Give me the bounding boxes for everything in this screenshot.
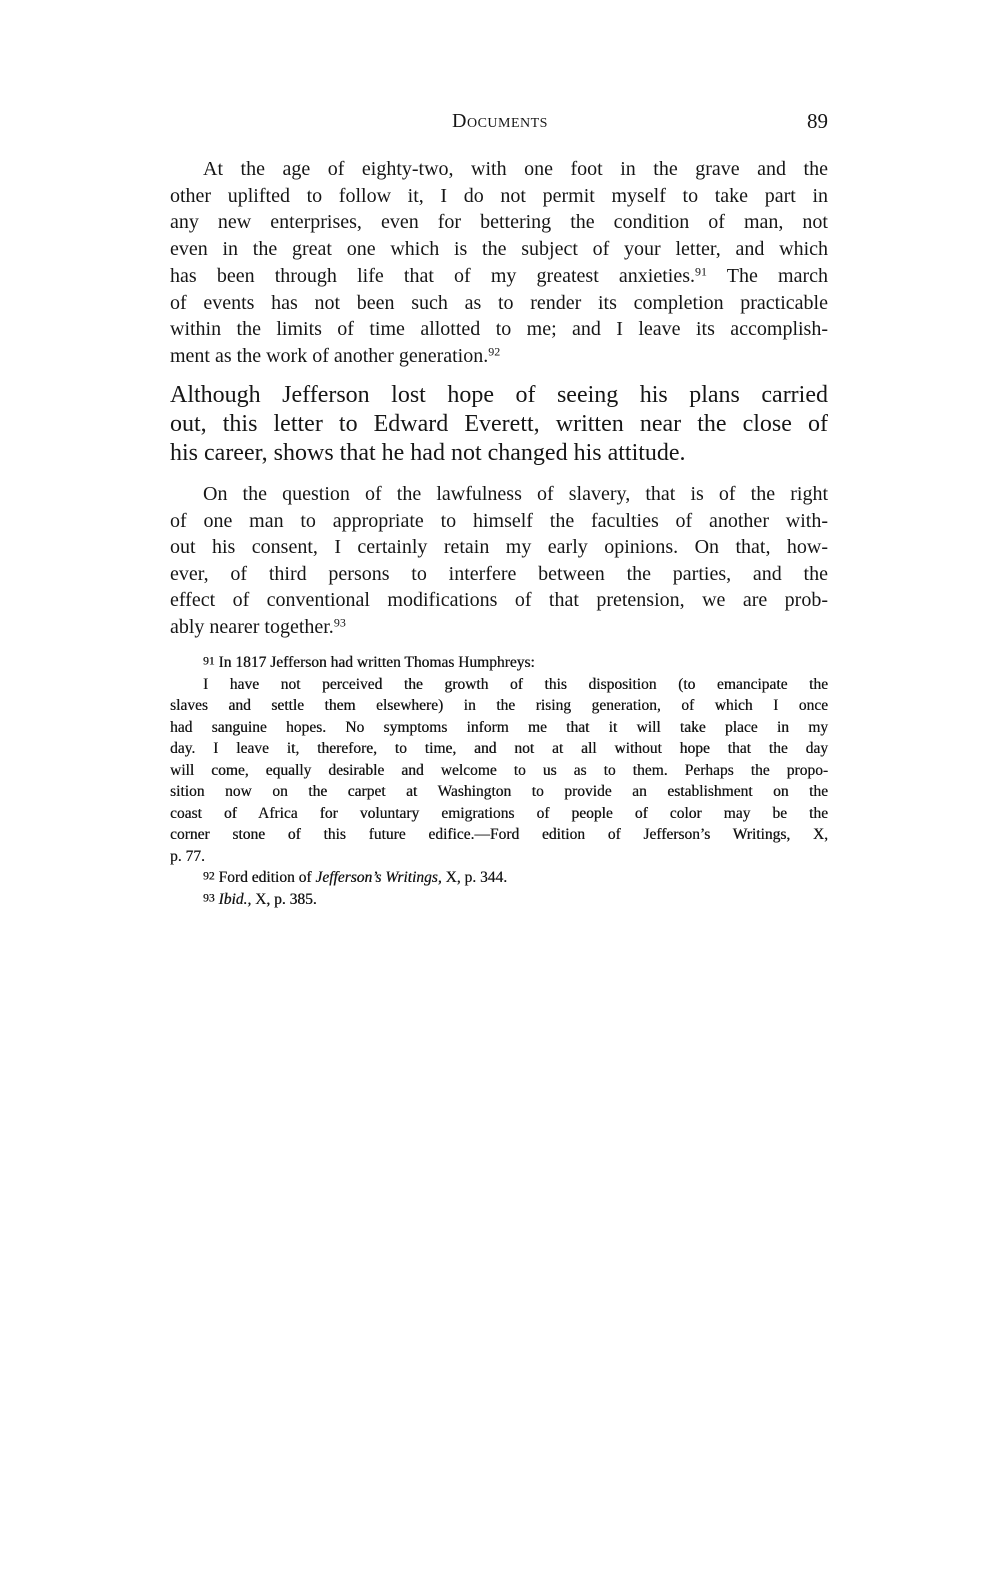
text-line: ably nearer together.$^{93}$ [170, 615, 346, 638]
text-line: Although Jefferson lost hope of seeing his plans carried [170, 382, 828, 408]
footnote-ref: 93 [203, 891, 215, 905]
text-line: of one man to appropriate to himself the faculties of another with- [170, 509, 828, 532]
text-line: ever, of third persons to interfere between the parties, and the [170, 562, 828, 585]
text-line: has been through life that of my greatest anxieties.$^{91}$ The march [170, 264, 829, 287]
text-line: any new enterprises, even for bettering the condition of man, not [170, 211, 828, 234]
text-line: effect of conventional modifications of that pretension, we are prob- [170, 589, 828, 612]
text-line: slaves and settle them elsewhere) in the rising generation, of which I once [170, 697, 828, 714]
italic-title: Jefferson’s Writings, [315, 869, 442, 886]
page-number: 89 [807, 109, 828, 133]
text-line: $^{93}$ Ibid., X, p. 385. [203, 890, 317, 908]
footnote-ref: 92 [488, 344, 501, 359]
text-line: $^{92}$ Ford edition of Jefferson’s Writings, X, p. 344. [203, 869, 508, 886]
text-line: will come, equally desirable and welcome to us as to them. Perhaps the propo- [170, 761, 828, 779]
text-line: ment as the work of another generation.$^{92}$ [170, 344, 501, 367]
text-line: out his consent, I certainly retain my early opinions. On that, how- [170, 536, 828, 559]
text-line: within the limits of time allotted to me; and I leave its accomplish- [170, 318, 828, 341]
running-title: Documents [452, 110, 548, 132]
text-line: out, this letter to Edward Everett, written near the close of [170, 411, 828, 437]
text-line: corner stone of this future edifice.—Ford edition of Jefferson’s Writings, X, [170, 826, 828, 843]
text-line: of events has not been such as to render its completion practicable [170, 291, 828, 314]
text-line: even in the great one which is the subject of your letter, and which [170, 238, 828, 261]
footnote-ref: 92 [203, 869, 215, 883]
text-line: sition now on the carpet at Washington to provide an establishment on the [170, 783, 828, 800]
text-line: On the question of the lawfulness of slavery, that is of the right [203, 483, 828, 505]
footnote-ref: 93 [333, 615, 346, 630]
text-line: $^{91}$ In 1817 Jefferson had written Thomas Humphreys: [203, 654, 535, 671]
italic-title: Ibid., [218, 890, 252, 908]
footnote-ref: 91 [695, 264, 707, 279]
footnote-ref: 91 [203, 654, 215, 668]
text-line: other uplifted to follow it, I do not permit myself to take part in [170, 184, 828, 207]
text-line: had sanguine hopes. No symptoms inform me that it will take place in my [170, 718, 828, 736]
text-line: I have not perceived the growth of this disposition (to emancipate the [203, 675, 828, 693]
text-line: his career, shows that he had not changed his attitude. [170, 440, 686, 466]
text-line: At the age of eighty-two, with one foot in the grave and the [203, 158, 828, 180]
text-line: p. 77. [170, 847, 205, 865]
text-line: day. I leave it, therefore, to time, and not at all without hope that the day [170, 740, 828, 757]
text-line: coast of Africa for voluntary emigrations of people of color may be the [170, 804, 828, 822]
